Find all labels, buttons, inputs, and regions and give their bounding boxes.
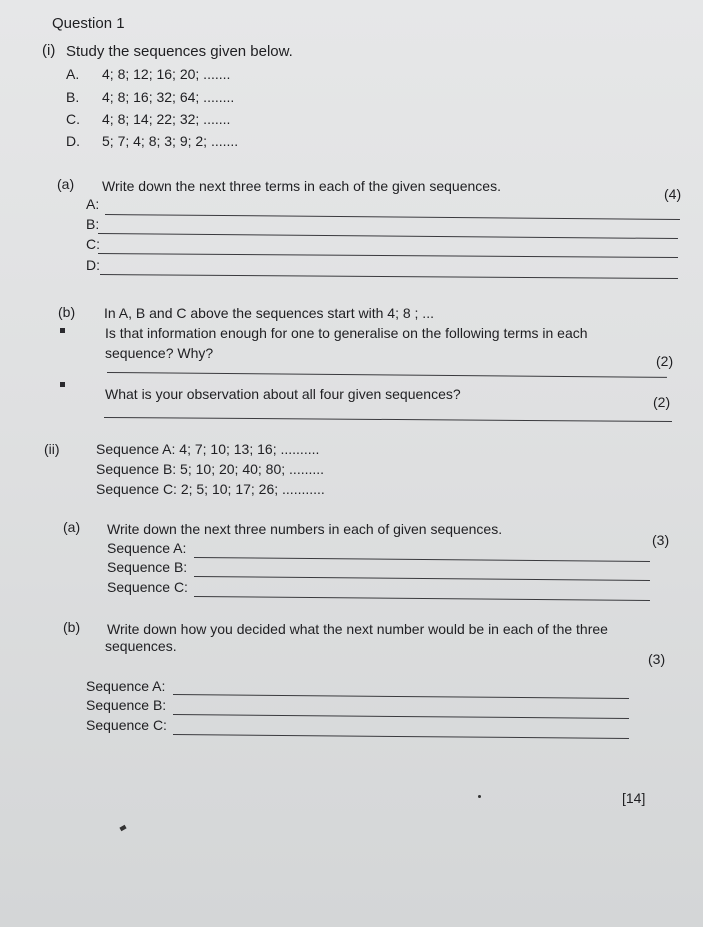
answer-line[interactable] [194, 557, 650, 562]
answer-label: Sequence C: [107, 579, 188, 595]
total-marks: [14] [622, 790, 646, 806]
part-ii-a-question: Write down the next three numbers in each of given sequences. [107, 521, 503, 537]
answer-line[interactable] [98, 253, 678, 258]
answer-label-b: B: [86, 216, 100, 232]
sequence-line: Sequence A: 4; 7; 10; 13; 16; .......... [96, 441, 320, 457]
bullet-icon [60, 382, 65, 387]
answer-line[interactable] [100, 274, 678, 279]
marks-label: (3) [648, 651, 666, 667]
part-i-b-question-1-cont: sequence? Why? [105, 345, 214, 361]
part-ii-b-question: Write down how you decided what the next number would be in each of the three [107, 621, 608, 637]
answer-label-a: A: [86, 196, 100, 212]
sequence-line: Sequence B: 5; 10; 20; 40; 80; ......... [96, 461, 325, 477]
answer-line[interactable] [194, 596, 650, 601]
answer-label-c: C: [86, 236, 100, 252]
sequence-terms: 4; 8; 16; 32; 64; ........ [102, 89, 235, 105]
part-i-instruction: Study the sequences given below. [66, 43, 293, 60]
part-i-b-intro: In A, B and C above the sequences start with 4; 8 ; ... [104, 305, 434, 321]
part-ii-a-label: (a) [63, 519, 81, 535]
stray-dot [478, 795, 481, 798]
answer-line[interactable] [105, 214, 680, 220]
answer-label: Sequence B: [107, 559, 188, 575]
answer-label-d: D: [86, 257, 100, 273]
sequence-line: Sequence C: 2; 5; 10; 17; 26; ........... [96, 481, 325, 497]
bullet-icon [60, 328, 65, 333]
answer-label: Sequence A: [107, 540, 187, 556]
marks-label: (3) [652, 532, 670, 548]
pen-mark [119, 825, 126, 831]
part-ii-label: (ii) [44, 441, 60, 457]
part-i-label: (i) [42, 42, 56, 59]
marks-label: (4) [664, 186, 682, 202]
part-i-a-label: (a) [57, 176, 75, 192]
part-i-b-label: (b) [58, 304, 76, 320]
answer-line[interactable] [107, 372, 667, 378]
sequence-letter: A. [66, 66, 80, 82]
sequence-terms: 4; 8; 14; 22; 32; ....... [102, 111, 231, 127]
answer-label: Sequence B: [86, 697, 167, 713]
answer-line[interactable] [173, 734, 629, 739]
answer-line[interactable] [98, 233, 678, 239]
answer-line[interactable] [173, 714, 629, 719]
marks-label: (2) [653, 394, 671, 410]
answer-label: Sequence C: [86, 717, 167, 733]
sequence-letter: C. [66, 111, 80, 127]
sequence-terms: 4; 8; 12; 16; 20; ....... [102, 66, 231, 82]
answer-line[interactable] [173, 694, 629, 699]
sequence-terms: 5; 7; 4; 8; 3; 9; 2; ....... [102, 133, 239, 149]
answer-line[interactable] [194, 576, 650, 581]
part-i-b-question-1: Is that information enough for one to generalise on the following terms in each [105, 325, 588, 341]
answer-label: Sequence A: [86, 678, 166, 694]
sequence-letter: D. [66, 133, 80, 149]
part-ii-b-question-cont: sequences. [105, 638, 177, 654]
question-title: Question 1 [52, 15, 125, 32]
answer-line[interactable] [104, 417, 672, 422]
part-ii-b-label: (b) [63, 619, 81, 635]
marks-label: (2) [656, 353, 674, 369]
part-i-b-question-2: What is your observation about all four given sequences? [105, 386, 461, 402]
part-i-a-question: Write down the next three terms in each of the given sequences. [102, 178, 501, 194]
sequence-letter: B. [66, 89, 80, 105]
